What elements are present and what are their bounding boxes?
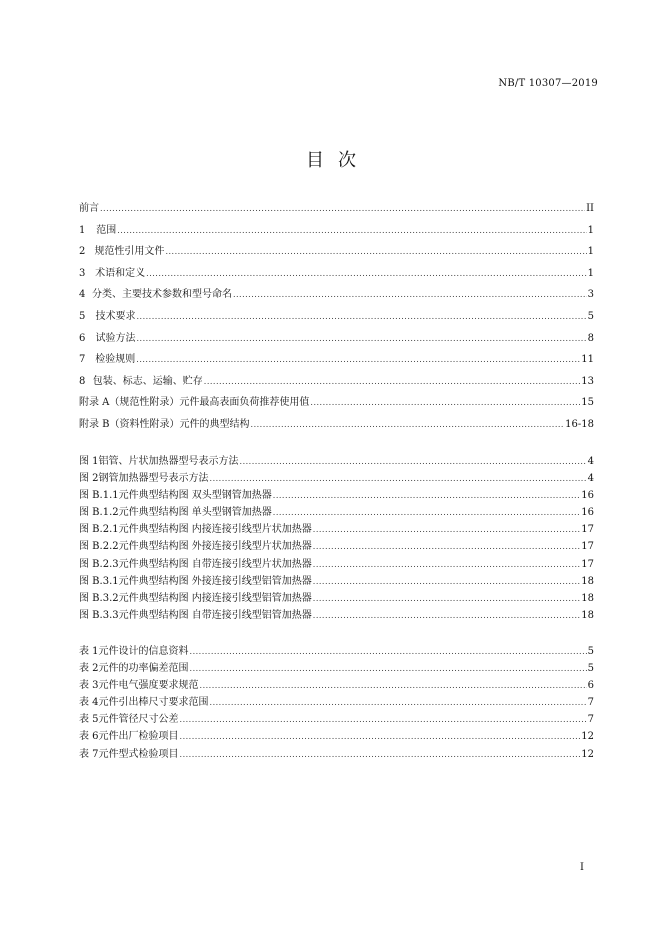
toc-entry-page: 1 <box>587 224 594 236</box>
toc-figure-entry[interactable] <box>79 504 594 521</box>
figure-page: 4 <box>587 473 594 485</box>
table-number: 表 3 <box>79 680 99 692</box>
figure-number: 图 B.2.2 <box>79 541 119 553</box>
toc-entry[interactable] <box>79 306 594 328</box>
toc-table-entry[interactable] <box>79 694 594 711</box>
table-number: 表 2 <box>79 663 99 675</box>
toc-entry-page: 13 <box>581 375 594 387</box>
figure-title: 钢管加热器型号表示方法 <box>98 473 209 485</box>
figure-number: 图 B.1.2 <box>79 507 119 519</box>
toc-figure-entry[interactable] <box>79 521 594 538</box>
toc-entry-title: 分类、主要技术参数和型号命名 <box>91 289 232 301</box>
table-page: 7 <box>587 697 594 709</box>
toc-entry-number: 6 <box>79 332 86 344</box>
toc-entry-number: 8 <box>79 375 86 387</box>
toc-leader <box>137 328 587 350</box>
toc-leader <box>313 607 580 624</box>
figure-number: 图 B.3.2 <box>79 592 119 604</box>
toc-entry-number: 3 <box>79 267 86 279</box>
toc-leader <box>240 453 587 470</box>
figure-number: 图 1 <box>79 456 99 467</box>
toc-leader <box>313 556 580 573</box>
toc-entry-title: 范围 <box>96 224 117 236</box>
toc-entry-title: 元件最高表面负荷推荐使用值 <box>179 397 310 409</box>
toc-entry-page: 1 <box>587 267 594 279</box>
page-number: I <box>580 862 584 873</box>
toc-figure-entry[interactable] <box>79 470 594 487</box>
figure-title: 元件典型结构图 外接连接引线型片状加热器 <box>118 541 312 553</box>
toc-entry-page: 16-18 <box>565 418 594 430</box>
toc-entry-title: 规范性引用文件 <box>94 246 165 258</box>
table-number: 表 6 <box>79 731 99 743</box>
table-title: 元件设计的信息资料 <box>98 646 189 657</box>
toc-leader <box>137 306 587 328</box>
table-title: 元件出厂检验项目 <box>98 731 179 743</box>
toc-figure-entry[interactable] <box>79 607 594 624</box>
table-page: 5 <box>587 646 594 657</box>
toc-entry[interactable] <box>79 328 594 350</box>
toc-entry-title: 元件的典型结构 <box>179 418 250 430</box>
toc-leader <box>136 349 580 371</box>
toc-entry-page: 3 <box>587 289 594 301</box>
toc-leader <box>310 392 580 414</box>
table-number: 表 1 <box>79 646 99 657</box>
toc-table-entry[interactable] <box>79 711 594 728</box>
toc-table-entry[interactable] <box>79 643 594 660</box>
toc-figure-entry[interactable] <box>79 538 594 555</box>
toc-leader <box>273 487 580 504</box>
figure-number: 图 B.2.1 <box>79 524 119 536</box>
toc-entry-page: 8 <box>587 332 594 344</box>
toc-entry[interactable] <box>79 241 594 263</box>
toc-entry[interactable] <box>79 371 594 393</box>
table-title: 元件电气强度要求规范 <box>98 680 199 692</box>
figure-title: 元件典型结构图 单头型钢管加热器 <box>118 507 272 519</box>
toc-entry-number: 附录 B（资料性附录） <box>79 418 180 430</box>
toc-entry-number: 附录 A（规范性附录） <box>79 397 180 409</box>
toc-tables <box>79 643 594 763</box>
toc-figure-entry[interactable] <box>79 556 594 573</box>
page-title: 目次 <box>306 150 370 171</box>
figure-page: 16 <box>581 490 594 502</box>
toc-leader <box>180 728 581 745</box>
toc-entry-number: 7 <box>79 354 86 366</box>
toc-entry-annex-b[interactable] <box>79 414 594 436</box>
toc-entry-number: 4 <box>79 289 86 301</box>
figure-page: 18 <box>581 575 594 587</box>
toc-leader <box>313 573 580 590</box>
toc-leader <box>210 470 587 487</box>
toc-leader <box>117 220 586 242</box>
toc-leader <box>146 263 586 285</box>
figure-page: 17 <box>581 541 594 553</box>
figure-number: 图 B.3.1 <box>79 575 119 587</box>
figure-number: 图 B.1.1 <box>79 490 119 502</box>
toc-leader <box>313 521 580 538</box>
table-page: 6 <box>587 680 594 692</box>
figure-number: 图 2 <box>79 473 99 485</box>
toc-entry-page: 15 <box>581 397 594 409</box>
table-number: 表 7 <box>79 748 99 760</box>
toc-entry[interactable] <box>79 263 594 285</box>
figure-page: 18 <box>581 609 594 621</box>
table-page: 12 <box>581 748 594 760</box>
table-number: 表 5 <box>79 714 99 726</box>
figure-page: 4 <box>587 456 594 467</box>
figure-title: 铝管、片状加热器型号表示方法 <box>98 456 239 467</box>
toc-leader <box>180 746 581 763</box>
figure-page: 17 <box>581 524 594 536</box>
toc-entry-title: 术语和定义 <box>95 267 146 279</box>
toc-entry-page: II <box>586 203 594 214</box>
figure-title: 元件典型结构图 自带连接引线型铝管加热器 <box>118 609 312 621</box>
figure-title: 元件典型结构图 内接连接引线型片状加热器 <box>118 524 312 536</box>
table-title: 元件引出棒尺寸要求范围 <box>98 697 209 709</box>
toc-leader <box>273 504 580 521</box>
toc-entry[interactable] <box>79 284 594 306</box>
figure-number: 图 B.3.3 <box>79 609 119 621</box>
toc-table-entry[interactable] <box>79 728 594 745</box>
toc-entry-title: 包装、标志、运输、贮存 <box>92 375 203 387</box>
toc-entry-page: 5 <box>587 310 594 322</box>
toc-entry-page: 11 <box>581 354 594 366</box>
table-page: 12 <box>581 731 594 743</box>
toc-entry[interactable] <box>79 220 594 242</box>
figure-title: 元件典型结构图 自带连接引线型片状加热器 <box>118 558 312 570</box>
toc-leader <box>313 590 580 607</box>
toc-leader <box>313 538 580 555</box>
figure-page: 17 <box>581 558 594 570</box>
toc-entry[interactable] <box>79 349 594 371</box>
table-number: 表 4 <box>79 697 99 709</box>
toc-entry-title: 前言 <box>79 203 99 214</box>
toc-figures <box>79 453 594 624</box>
table-title: 元件管径尺寸公差 <box>98 714 179 726</box>
standard-id: NB/T 10307—2019 <box>498 78 598 89</box>
table-title: 元件的功率偏差范围 <box>98 663 189 675</box>
toc-leader <box>165 241 586 263</box>
toc-entry-title: 检验规则 <box>95 354 136 366</box>
figure-page: 16 <box>581 507 594 519</box>
toc-figure-entry[interactable] <box>79 487 594 504</box>
figure-title: 元件典型结构图 外接连接引线型铝管加热器 <box>118 575 312 587</box>
toc-entry-title: 试验方法 <box>95 332 136 344</box>
table-page: 5 <box>587 663 594 675</box>
toc-leader <box>190 643 587 660</box>
toc-entry-preface[interactable] <box>79 198 594 220</box>
toc-entry-title: 技术要求 <box>95 310 136 322</box>
toc-entry-number: 1 <box>79 224 86 236</box>
toc-table-entry[interactable] <box>79 677 594 694</box>
toc-entry-number: 2 <box>79 246 86 258</box>
toc-leader <box>200 677 587 694</box>
toc-leader <box>180 711 587 728</box>
toc-table-entry[interactable] <box>79 660 594 677</box>
table-page: 7 <box>587 714 594 726</box>
toc-table-entry[interactable] <box>79 746 594 763</box>
toc-figure-entry[interactable] <box>79 590 594 607</box>
figure-title: 元件典型结构图 内接连接引线型铝管加热器 <box>118 592 312 604</box>
toc-leader <box>233 284 587 306</box>
toc-figure-entry[interactable] <box>79 453 594 470</box>
toc-leader <box>204 371 580 393</box>
figure-title: 元件典型结构图 双头型钢管加热器 <box>118 490 272 502</box>
toc-entry-page: 1 <box>587 246 594 258</box>
toc-leader <box>251 414 565 436</box>
toc-leader <box>210 694 587 711</box>
toc-entry-number: 5 <box>79 310 86 322</box>
toc-figure-entry[interactable] <box>79 573 594 590</box>
toc-entry-annex-a[interactable] <box>79 392 594 414</box>
toc-chapters <box>79 198 594 436</box>
table-title: 元件型式检验项目 <box>98 748 179 760</box>
toc-leader <box>100 198 585 220</box>
toc-leader <box>190 660 587 677</box>
figure-number: 图 B.2.3 <box>79 558 119 570</box>
figure-page: 18 <box>581 592 594 604</box>
